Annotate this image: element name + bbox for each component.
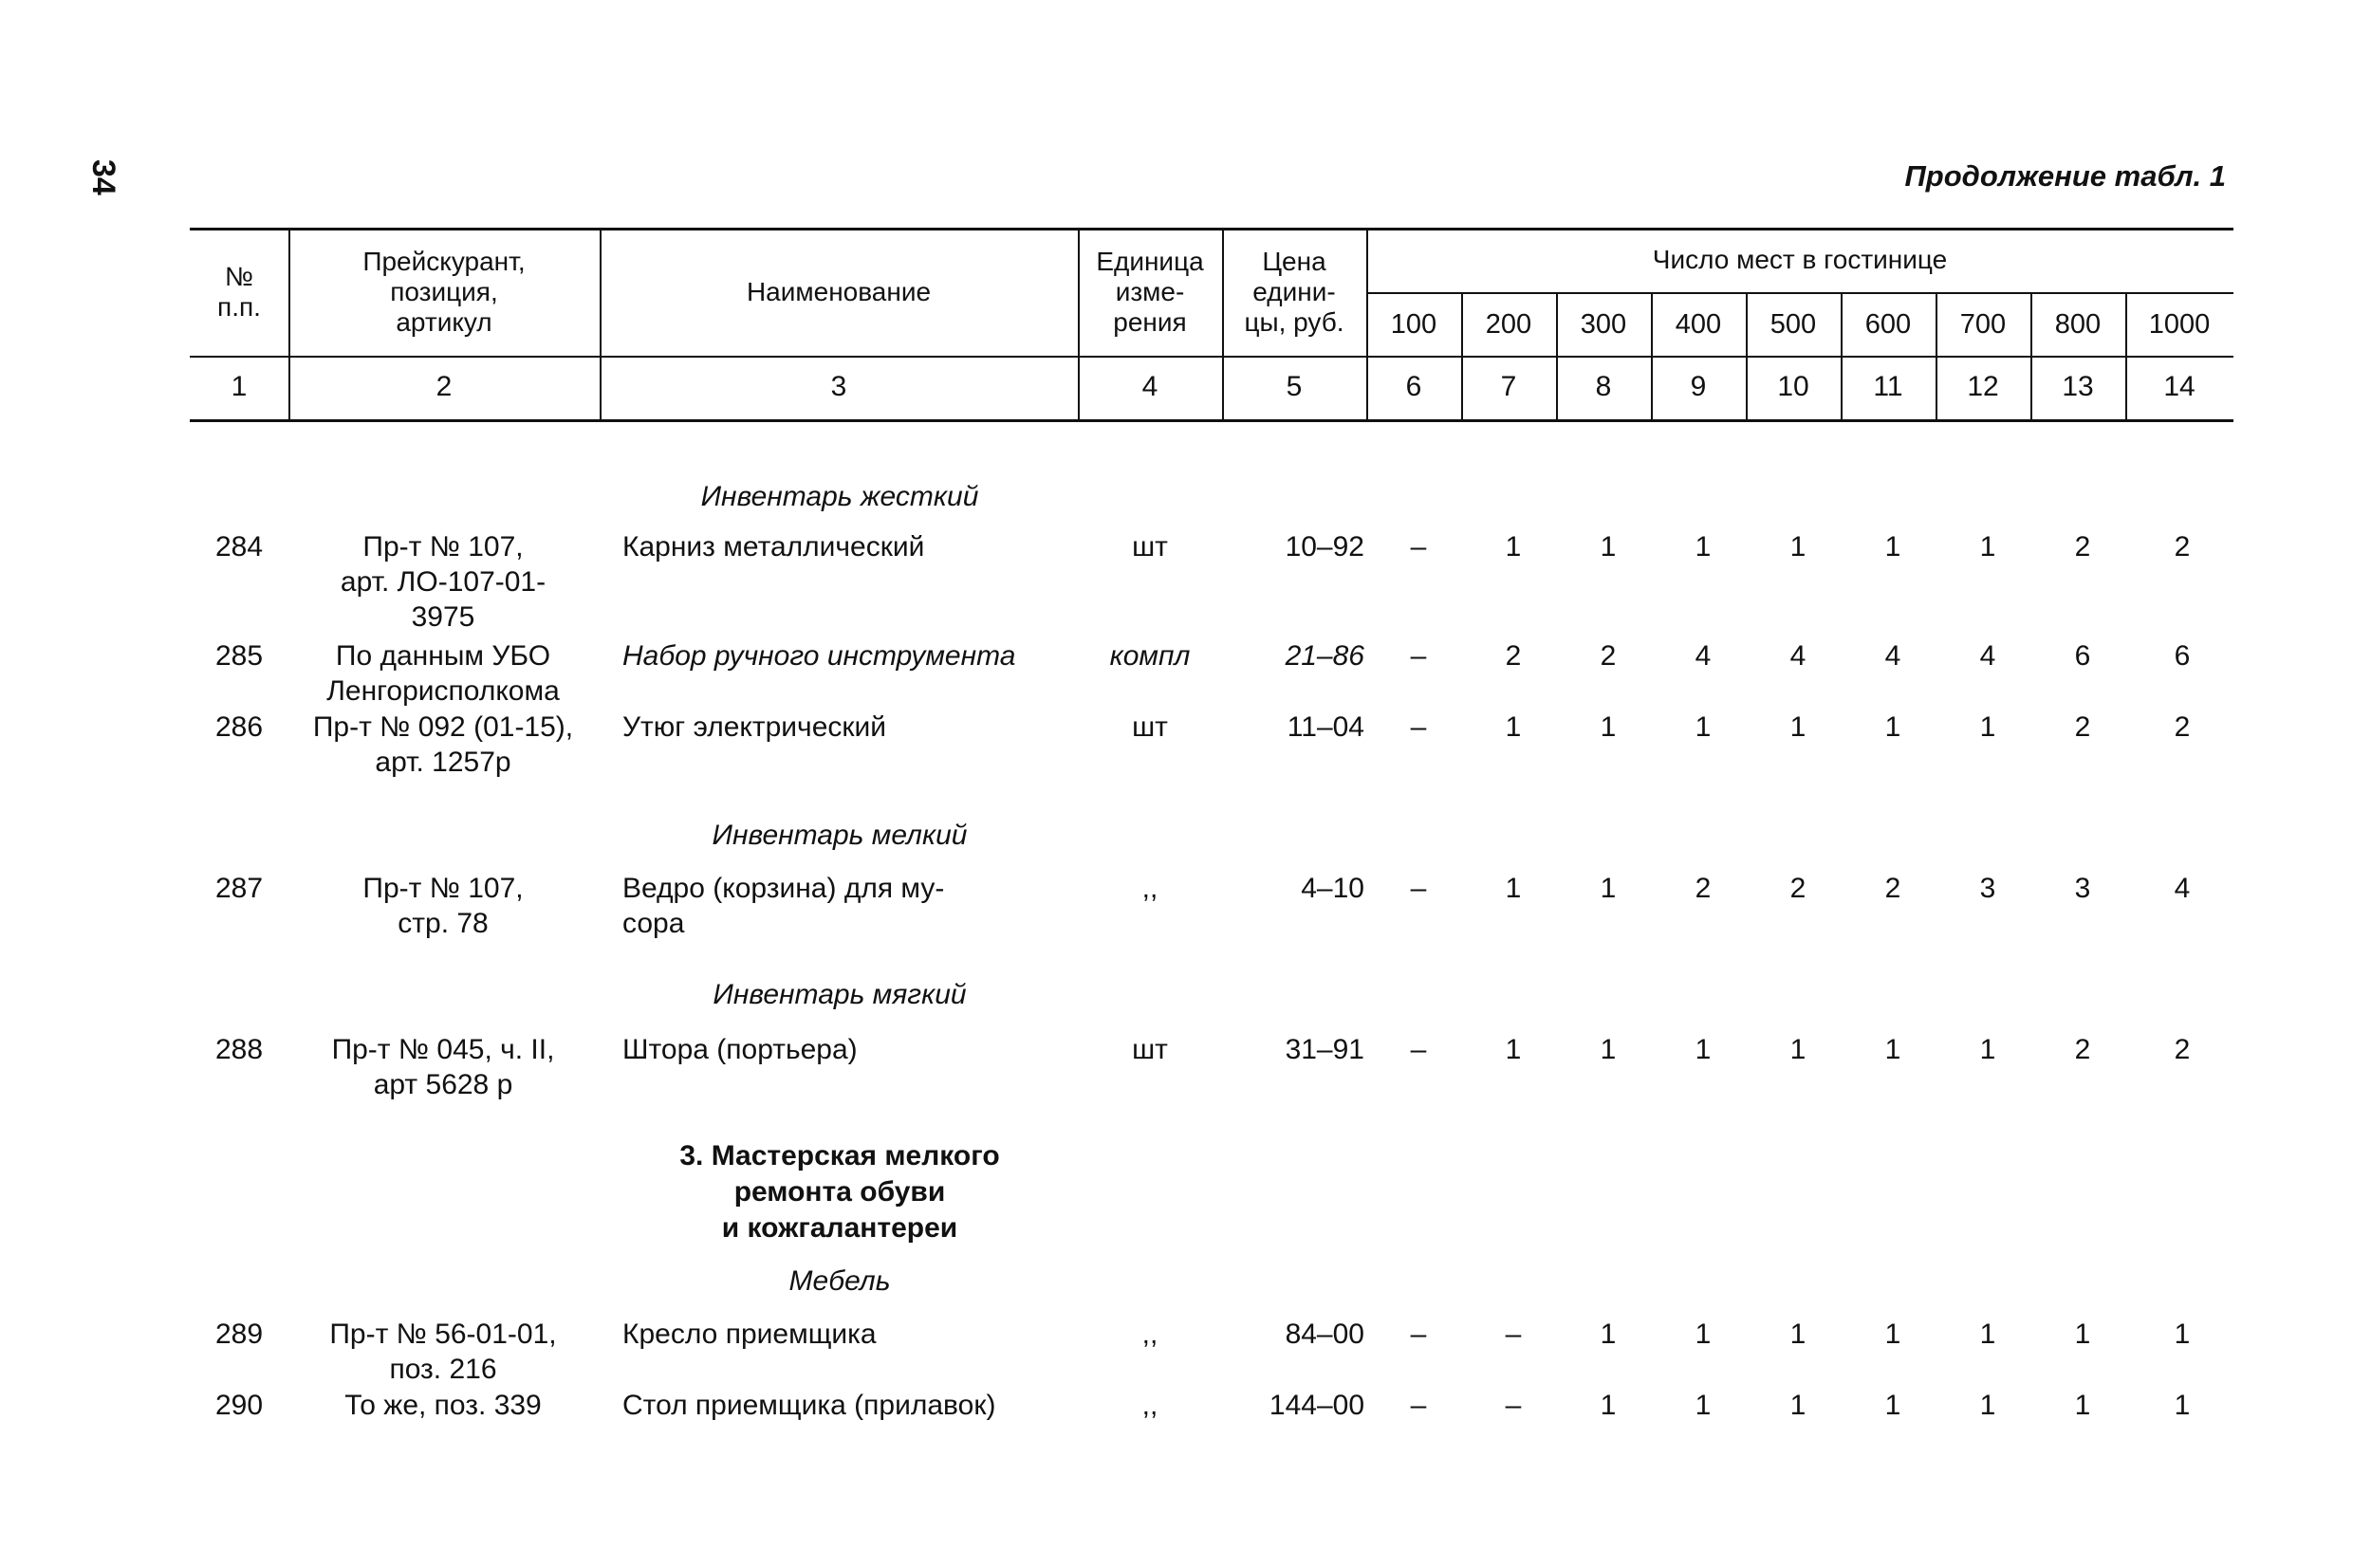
row-quantity: 2 [2174, 531, 2191, 563]
row-number: 287 [214, 873, 264, 904]
row-quantity: 4 [1789, 640, 1806, 672]
section-title: Инвентарь мелкий [712, 820, 968, 851]
column-numbers-bottom-rule [190, 419, 2233, 422]
row-quantity: 4 [1884, 640, 1901, 672]
header-capacity: 400 [1675, 308, 1722, 340]
row-unit: ,, [1141, 1390, 1158, 1421]
row-quantity: – [1505, 1319, 1522, 1350]
header-number: № п.п. [217, 261, 261, 322]
row-quantity: 2 [1600, 640, 1617, 672]
row-quantity: 1 [1600, 711, 1617, 743]
row-quantity: 1 [1884, 1034, 1901, 1065]
section-title: Мебель [788, 1265, 891, 1297]
row-quantity: 3 [1979, 873, 1996, 904]
row-quantity: 1 [1505, 531, 1522, 563]
header-capacity: 500 [1769, 308, 1817, 340]
row-quantity: – [1410, 1034, 1427, 1065]
row-quantity: 1 [1789, 1390, 1806, 1421]
row-quantity: 2 [2174, 711, 2191, 743]
row-quantity: 1 [1695, 1319, 1712, 1350]
header-capacity: 200 [1485, 308, 1532, 340]
row-quantity: 2 [2074, 531, 2091, 563]
row-quantity: 4 [1695, 640, 1712, 672]
column-number: 10 [1777, 371, 1809, 402]
row-quantity: 2 [1884, 873, 1901, 904]
row-number: 288 [214, 1034, 264, 1065]
row-quantity: 1 [1884, 1390, 1901, 1421]
row-unit: ,, [1141, 1319, 1158, 1350]
row-quantity: 1 [1505, 711, 1522, 743]
row-quantity: 1 [2074, 1319, 2091, 1350]
row-quantity: 1 [1789, 1034, 1806, 1065]
row-quantity: 1 [1979, 1390, 1996, 1421]
column-number: 1 [231, 371, 248, 402]
row-pricelist-ref: Пр-т № 045, ч. II, арт 5628 р [331, 1034, 555, 1100]
row-quantity: 1 [1884, 1319, 1901, 1350]
column-number: 11 [1873, 371, 1903, 402]
row-price: 11–04 [1287, 711, 1364, 743]
row-quantity: 6 [2174, 640, 2191, 672]
row-quantity: 1 [1695, 1034, 1712, 1065]
row-quantity: 1 [1979, 1319, 1996, 1350]
row-quantity: 1 [1600, 1034, 1617, 1065]
row-unit: ,, [1141, 873, 1158, 904]
row-name: Штора (портьера) [622, 1034, 858, 1065]
section-title: Инвентарь мягкий [713, 979, 967, 1010]
row-unit: шт [1132, 711, 1168, 743]
row-quantity: 1 [2074, 1390, 2091, 1421]
row-quantity: 1 [1695, 531, 1712, 563]
row-quantity: 1 [1979, 711, 1996, 743]
row-pricelist-ref: Пр-т № 107, арт. ЛО-107-01- 3975 [340, 531, 547, 633]
row-quantity: – [1410, 873, 1427, 904]
section-heading: 3. Мастерская мелкого ремонта обуви и кожгалантереи [679, 1140, 1000, 1244]
row-quantity: 1 [1789, 1319, 1806, 1350]
row-quantity: 1 [1884, 531, 1901, 563]
row-quantity: 1 [2174, 1390, 2191, 1421]
row-quantity: 1 [1884, 711, 1901, 743]
column-number: 13 [2062, 371, 2094, 402]
header-capacity: 700 [1959, 308, 2007, 340]
row-unit: компл [1109, 640, 1191, 672]
row-price: 144–00 [1269, 1390, 1364, 1421]
row-quantity: – [1410, 1319, 1427, 1350]
row-quantity: 6 [2074, 640, 2091, 672]
row-quantity: – [1410, 1390, 1427, 1421]
row-quantity: 1 [1979, 1034, 1996, 1065]
row-unit: шт [1132, 531, 1168, 563]
row-number: 284 [214, 531, 264, 563]
column-number: 12 [1967, 371, 1999, 402]
header-capacity: 600 [1864, 308, 1912, 340]
row-pricelist-ref: Пр-т № 107, стр. 78 [362, 873, 524, 939]
row-quantity: 2 [2074, 711, 2091, 743]
row-quantity: 2 [1695, 873, 1712, 904]
row-quantity: 1 [1600, 531, 1617, 563]
column-number: 7 [1500, 371, 1517, 402]
row-number: 286 [214, 711, 264, 743]
row-pricelist-ref: То же, поз. 339 [344, 1390, 542, 1421]
row-quantity: 2 [2074, 1034, 2091, 1065]
column-number: 14 [2163, 371, 2196, 402]
row-pricelist-ref: Пр-т № 56-01-01, поз. 216 [329, 1319, 557, 1385]
row-price: 84–00 [1285, 1319, 1364, 1350]
row-name: Набор ручного инструмента [622, 640, 1016, 672]
row-quantity: 2 [2174, 1034, 2191, 1065]
column-number: 9 [1690, 371, 1707, 402]
header-pricelist: Прейскурант, позиция, артикул [362, 246, 526, 337]
row-price: 31–91 [1285, 1034, 1364, 1065]
row-number: 289 [214, 1319, 264, 1350]
header-name: Наименование [746, 276, 932, 306]
row-name: Стол приемщика (прилавок) [622, 1390, 996, 1421]
row-quantity: – [1410, 711, 1427, 743]
row-number: 285 [214, 640, 264, 672]
header-unit: Единица изме- рения [1096, 246, 1204, 337]
row-quantity: 1 [1600, 873, 1617, 904]
column-number: 8 [1595, 371, 1612, 402]
column-number: 6 [1405, 371, 1422, 402]
row-quantity: 1 [1505, 1034, 1522, 1065]
row-name: Кресло приемщика [622, 1319, 877, 1350]
row-quantity: 1 [1789, 531, 1806, 563]
column-number: 5 [1286, 371, 1303, 402]
row-price: 4–10 [1301, 873, 1364, 904]
row-unit: шт [1132, 1034, 1168, 1065]
page-number: 34 [85, 159, 121, 195]
row-quantity: 1 [1600, 1319, 1617, 1350]
column-number: 4 [1141, 371, 1158, 402]
row-number: 290 [214, 1390, 264, 1421]
row-quantity: 1 [1695, 1390, 1712, 1421]
row-name: Карниз металлический [622, 531, 925, 563]
row-name: Утюг электрический [622, 711, 887, 743]
row-quantity: 1 [1789, 711, 1806, 743]
row-quantity: – [1410, 531, 1427, 563]
row-quantity: 3 [2074, 873, 2091, 904]
header-capacity: 800 [2054, 308, 2102, 340]
header-capacity: 100 [1390, 308, 1437, 340]
row-quantity: 1 [1695, 711, 1712, 743]
row-quantity: 4 [1979, 640, 1996, 672]
row-quantity: 1 [1600, 1390, 1617, 1421]
row-quantity: – [1505, 1390, 1522, 1421]
row-quantity: 4 [2174, 873, 2191, 904]
row-name: Ведро (корзина) для му- сора [622, 873, 945, 939]
header-capacity: 1000 [2148, 308, 2211, 340]
row-quantity: 1 [2174, 1319, 2191, 1350]
header-capacity: 300 [1580, 308, 1627, 340]
row-quantity: 2 [1789, 873, 1806, 904]
row-quantity: 1 [1979, 531, 1996, 563]
row-pricelist-ref: По данным УБО Ленгорисполкома [326, 640, 560, 707]
row-quantity: 2 [1505, 640, 1522, 672]
row-price: 10–92 [1285, 531, 1364, 563]
column-number: 3 [830, 371, 847, 402]
row-price: 21–86 [1285, 640, 1364, 672]
section-title: Инвентарь жесткий [700, 481, 979, 512]
header-price: Цена едини- цы, руб. [1244, 246, 1344, 337]
row-pricelist-ref: Пр-т № 092 (01-15), арт. 1257р [312, 711, 574, 778]
continuation-label: Продолжение табл. 1 [1904, 159, 2226, 193]
column-number: 2 [435, 371, 453, 402]
row-quantity: – [1410, 640, 1427, 672]
row-quantity: 1 [1505, 873, 1522, 904]
header-capacity-group: Число мест в гостинице [1652, 245, 1948, 274]
